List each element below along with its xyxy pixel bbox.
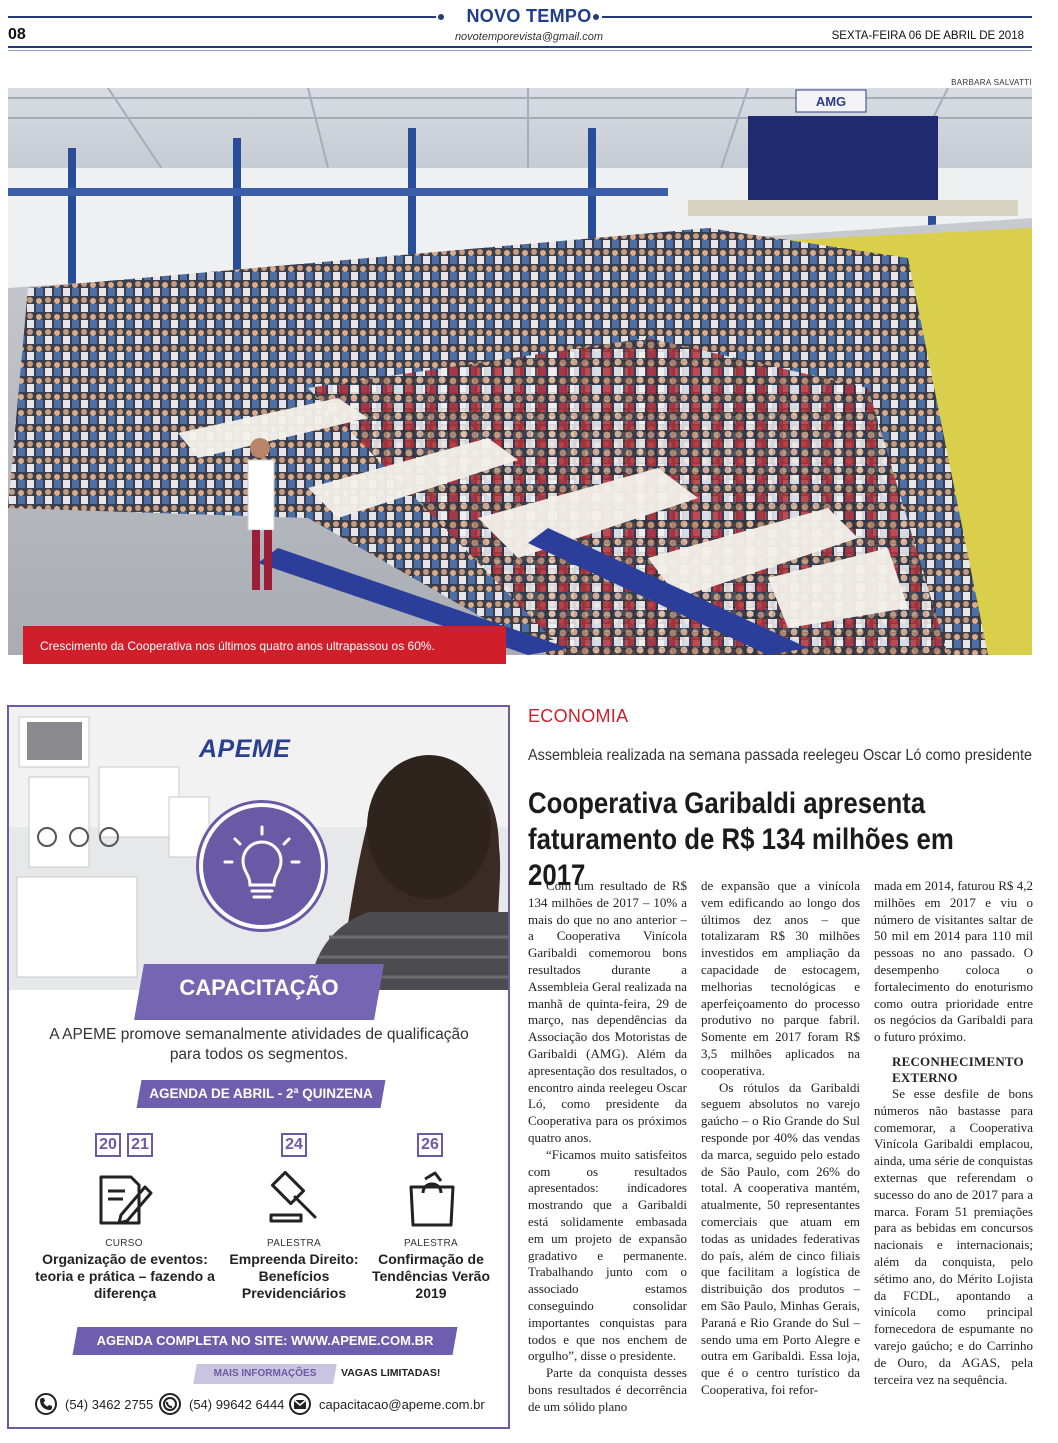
apeme-site-link[interactable]: AGENDA COMPLETA NO SITE: WWW.APEME.COM.BR <box>96 1333 434 1348</box>
banner-text: AMG <box>815 94 847 109</box>
event-title: Empreenda Direito: Benefícios Previdenciários <box>229 1251 359 1301</box>
more-info-label: MAIS INFORMAÇÕES <box>213 1368 317 1379</box>
event-kind: PALESTRA <box>267 1238 321 1249</box>
article-paragraph: Com um resultado de R$ 134 milhões de 2017 – 10% a mais do que no ano anterior – a Cooperativa Vinícola Garibaldi comemorou bons resultados durante a Assembleia Geral realizada na manhã de quinta-feira, 29 de março, nas dependências da Associação dos Motoristas de Garibaldi (AMG). Além da apresentação dos resultados, o encontro ainda reelegeu Oscar Ló, como presidente da Cooperativa para os próximos quatro anos. <box>528 878 687 1145</box>
article-subhead: RECONHECIMENTO EXTERNO <box>892 1053 1024 1085</box>
article-column-1 <box>528 878 687 1434</box>
ad-intro-text: A APEME promove semanalmente atividades de qualificação para todos os segmentos. <box>49 1026 469 1063</box>
page-number: 08 <box>8 26 26 43</box>
article-paragraph: mada em 2014, faturou R$ 4,2 milhões em 2017 e viu o número de visitantes saltar de 50 mil em 2014 para 110 mil pessoas no ano passado. O desempenho coloca o fortalecimento do enoturismo como outra prioridade entre os negócios da Garibaldi para o futuro próximo. <box>874 878 1033 1045</box>
shopping-bag-icon <box>401 1167 463 1234</box>
event-title: Organização de eventos: teoria e prática – fazendo a diferença <box>35 1251 215 1301</box>
contact-email-link[interactable]: capacitacao@apeme.com.br <box>319 1397 485 1412</box>
issue-date: SEXTA-FEIRA 06 DE ABRIL DE 2018 <box>831 30 1024 42</box>
section-label[interactable]: ECONOMIA <box>528 706 629 726</box>
masthead-bottom-rule <box>8 46 1032 48</box>
article-headline[interactable]: Cooperativa Garibaldi apresenta faturamento de R$ 134 milhões em 2017 <box>528 787 954 892</box>
photo-caption: Crescimento da Cooperativa nos últimos quatro anos ultrapassou os 60%. <box>40 639 435 653</box>
photo-credit: BARBARA SALVATTI <box>951 78 1032 87</box>
capacitacao-title: CAPACITAÇÃO <box>179 975 339 1000</box>
lightbulb-icon <box>203 807 321 925</box>
event-day: 26 <box>417 1133 443 1157</box>
article-column-3 <box>874 878 1033 1434</box>
whatsapp-number[interactable]: (54) 99642 6444 <box>189 1397 285 1412</box>
masthead-bottom-rule-thin <box>8 50 1032 51</box>
lightbulb-badge <box>199 803 325 929</box>
agenda-label: AGENDA DE ABRIL - 2ª QUINZENA <box>149 1086 373 1101</box>
article-paragraph: Parte da conquista desses bons resultados é decorrência de um sólido plano <box>528 1365 687 1414</box>
vagas-label: VAGAS LIMITADAS! <box>341 1367 441 1379</box>
apeme-logo[interactable]: APEME <box>199 735 291 763</box>
gavel-icon <box>263 1167 325 1234</box>
event-day: 21 <box>127 1133 153 1157</box>
phone-icon <box>35 1393 57 1415</box>
assembly-hall-illustration <box>8 88 1032 655</box>
event-kind: CURSO <box>105 1238 143 1249</box>
newspaper-brand[interactable]: NOVO TEMPO <box>466 6 592 26</box>
article-paragraph: Os rótulos da Garibaldi seguem absolutos no varejo gaúcho – o Rio Grande do Sul responde por 40% das vendas da marca, seguido pelo estado de São Paulo, com 26% do total. A cooperativa mantém, atualmente, 50 representantes comerciais que atuam em todas as unidades federativas do país, além de cinco filiais que facilitam a logística de distribuição dos produtos – em São Paulo, Minhas Gerais, Paraná e Rio Grande do Sul – sendo uma em Porto Alegre e outra em Garibaldi. Essa loja, que é o centro turístico da Cooperativa, foi refor- <box>701 1079 860 1397</box>
event-kind: PALESTRA <box>404 1238 458 1249</box>
article-paragraph: de expansão que a vinícola vem edificando ao longo dos últimos dez anos – que totalizaram R$ 30 milhões investidos em ampliação da capacidade de estocagem, melhorias tecnológicas e aperfeiçoamento do processo produtivo no parque fabril. Somente em 2017 foram R$ 3,5 milhões aplicados na cooperativa. <box>701 878 860 1078</box>
article-paragraph: Se esse desfile de bons números não bastasse para comemorar, a Cooperativa Vinícola Garibaldi emplacou, ainda, uma série de conquistas externas que referendam o sucesso do ano de 2017 para a marca. Foram 51 premiações para as bebidas em concursos nacionais e internacionais; além da conquista, pelo sétimo ano, do Mérito Lojista da FCDL, apontando a vinícola como principal fornecedora de espumante no varejo gaúcho; e do Carrinho de Ouro, da AGAS, pela terceira vez na sequência. <box>874 1085 1033 1387</box>
article-paragraph: “Ficamos muito satisfeitos com os resultados apresentados: indicadores mostrando que a Garibaldi está solidamente embasada em um projeto de expansão gradativo e permanente. Trabalhando junto com o associado estamos conseguindo consolidar importantes conquistas para todos e que nos enchem de orgulho”, disse o presidente. <box>528 1146 687 1364</box>
whatsapp-icon <box>159 1393 181 1415</box>
event-title: Confirmação de Tendências Verão 2019 <box>371 1251 490 1301</box>
apeme-advertisement[interactable] <box>7 705 510 1429</box>
phone-number[interactable]: (54) 3462 2755 <box>65 1397 154 1412</box>
email-icon <box>289 1393 311 1415</box>
event-day: 20 <box>95 1133 121 1157</box>
event-day: 24 <box>281 1133 307 1157</box>
contact-email[interactable]: novotemporevista@gmail.com <box>454 31 604 43</box>
article-column-2 <box>701 878 860 1434</box>
pencil-document-icon <box>93 1167 155 1234</box>
article-kicker: Assembleia realizada na semana passada reelegeu Oscar Ló como presidente <box>528 747 1033 764</box>
event-photo <box>8 88 1032 655</box>
